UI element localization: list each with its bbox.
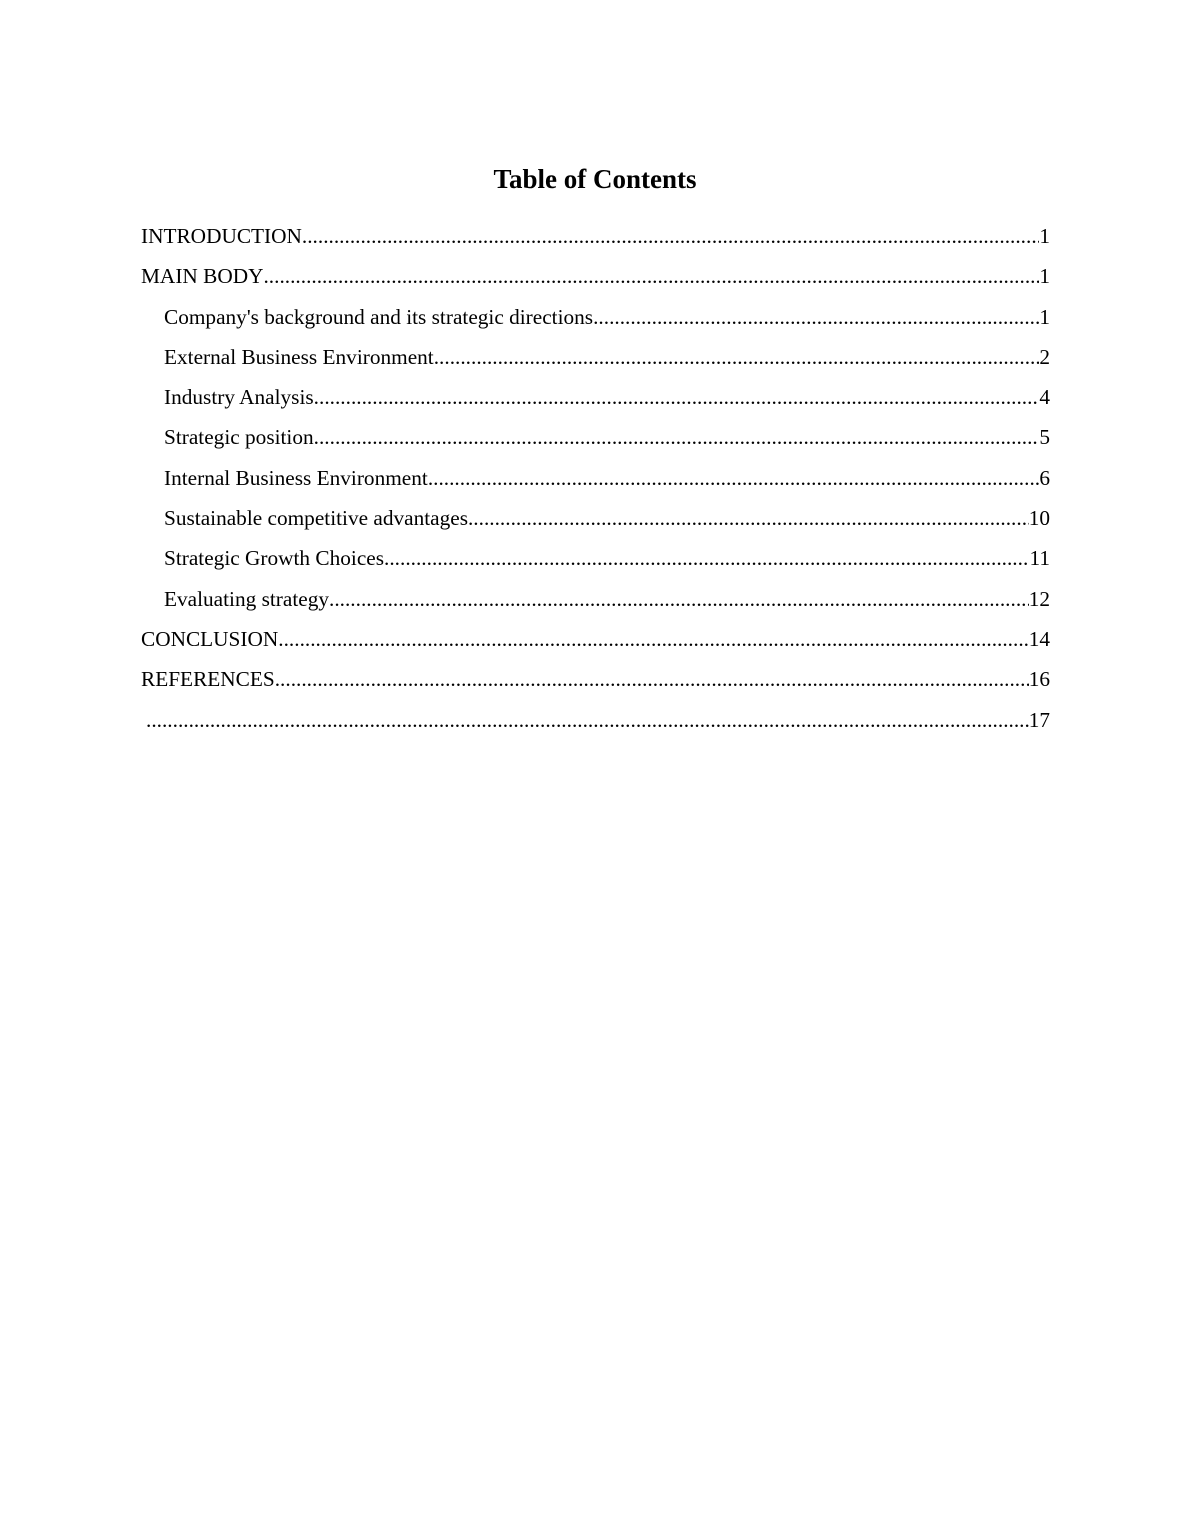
dot-leader <box>434 337 1040 377</box>
toc-entry-label: REFERENCES <box>141 667 275 692</box>
dot-leader <box>428 458 1040 498</box>
toc-entry-industry-analysis[interactable] <box>141 377 1050 417</box>
toc-entry-page: 16 <box>1028 667 1050 692</box>
toc-entry-sustainable-competitive-advantages[interactable] <box>141 498 1050 538</box>
toc-list <box>141 216 1050 740</box>
dot-leader <box>384 538 1029 578</box>
toc-entry-introduction[interactable] <box>141 216 1050 256</box>
dot-leader <box>278 619 1028 659</box>
toc-entry-label: Sustainable competitive advantages <box>164 506 468 531</box>
dot-leader <box>302 216 1039 256</box>
toc-entry-label: Company's background and its strategic directions <box>164 304 594 329</box>
toc-entry-label: Industry Analysis <box>164 385 314 410</box>
toc-entry-external-business-environment[interactable] <box>141 337 1050 377</box>
toc-entry-page: 12 <box>1028 586 1050 611</box>
toc-entry-page: 4 <box>1039 385 1050 410</box>
dot-leader <box>593 297 1039 337</box>
toc-entry-untitled[interactable] <box>141 700 1050 740</box>
toc-entry-label: Evaluating strategy <box>164 586 329 611</box>
toc-entry-label: External Business Environment <box>164 344 434 369</box>
toc-entry-strategic-growth-choices[interactable] <box>141 538 1050 578</box>
toc-entry-page: 10 <box>1028 506 1050 531</box>
toc-entry-label: Internal Business Environment <box>164 465 428 490</box>
toc-entry-main-body[interactable] <box>141 256 1050 296</box>
toc-entry-company-background[interactable] <box>141 297 1050 337</box>
toc-title: Table of Contents <box>493 164 697 194</box>
toc-entry-conclusion[interactable] <box>141 619 1050 659</box>
dot-leader <box>329 579 1029 619</box>
dot-leader <box>468 498 1029 538</box>
dot-leader <box>314 377 1040 417</box>
toc-entry-page: 17 <box>1028 707 1050 732</box>
dot-leader <box>275 659 1029 699</box>
toc-entry-strategic-position[interactable] <box>141 417 1050 457</box>
toc-entry-page: 1 <box>1039 224 1050 248</box>
toc-entry-page: 1 <box>1039 264 1050 289</box>
toc-entry-label: CONCLUSION <box>141 626 279 651</box>
toc-entry-internal-business-environment[interactable] <box>141 458 1050 498</box>
toc-entry-label: Strategic Growth Choices <box>164 546 385 571</box>
toc-entry-page: 2 <box>1039 344 1050 369</box>
toc-entry-label: Strategic position <box>164 425 314 450</box>
toc-entry-references[interactable] <box>141 659 1050 699</box>
toc-entry-evaluating-strategy[interactable] <box>141 579 1050 619</box>
toc-entry-label: MAIN BODY <box>141 264 264 289</box>
toc-entry-page: 6 <box>1039 465 1050 490</box>
dot-leader <box>146 700 1029 740</box>
toc-entry-page: 1 <box>1039 304 1050 329</box>
toc-entry-label: INTRODUCTION <box>141 224 302 248</box>
dot-leader <box>263 256 1039 296</box>
toc-entry-page: 5 <box>1039 425 1050 450</box>
toc-entry-page: 14 <box>1028 626 1050 651</box>
dot-leader <box>314 417 1040 457</box>
toc-entry-page: 11 <box>1029 546 1050 571</box>
